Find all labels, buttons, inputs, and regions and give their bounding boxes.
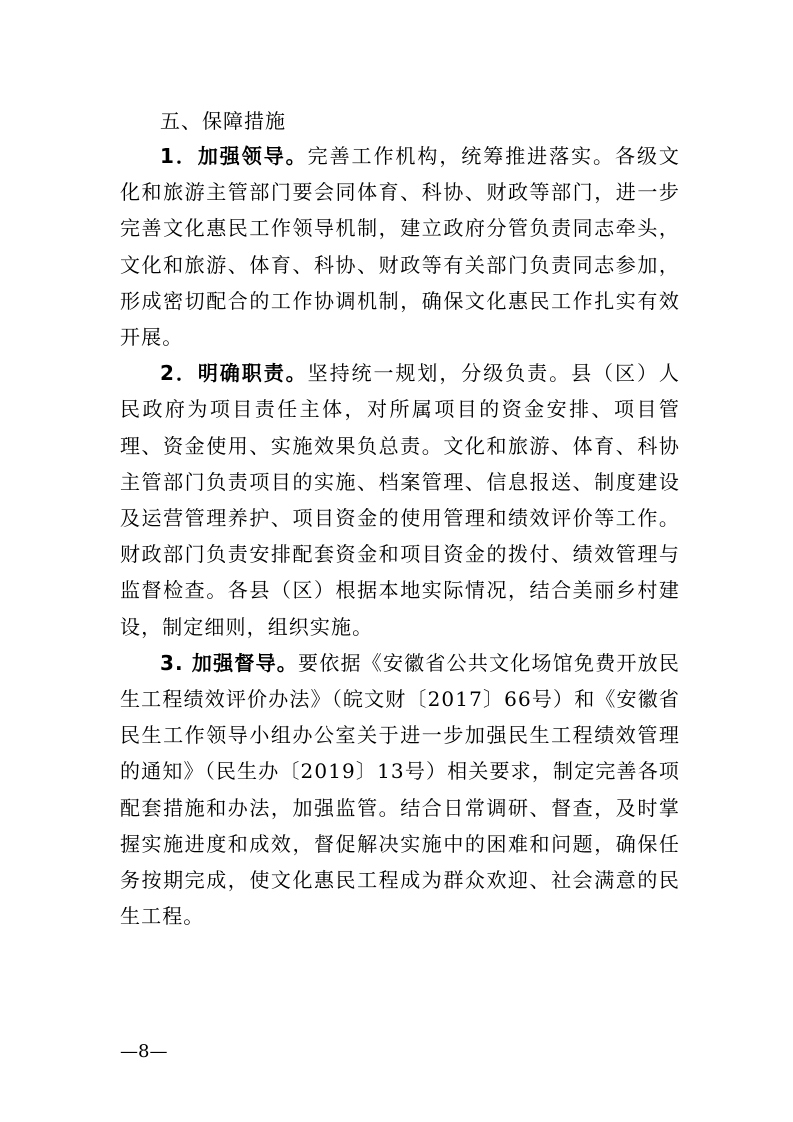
paragraph-number: 1． [160, 144, 198, 168]
paragraph-leadership [120, 138, 680, 355]
paragraph-lead: 明确职责。 [197, 361, 308, 386]
paragraph-number: 2． [160, 361, 198, 386]
document-body [120, 138, 680, 934]
page-number: —8— [120, 1041, 168, 1062]
paragraph-lead: 加强领导。 [197, 144, 308, 168]
paragraph-text: 完善工作机构，统筹推进落实。各级文化和旅游主管部门要会同体育、科协、财政等部门，进一步完善文化惠民工作领导机制，建立政府分管负责同志牵头，文化和旅游、体育、科协、财政等有关部门负责同志参加，形成密切配合的工作协调机制，确保文化惠民工作扎实有效开展。 [120, 144, 680, 350]
paragraph-lead: 加强督导。 [191, 650, 299, 675]
paragraph-number: 3. [160, 650, 192, 675]
paragraph-supervision [120, 645, 680, 935]
paragraph-text: 要依据《安徽省公共文化场馆免费开放民生工程绩效评价办法》（皖文财〔2017〕66号）和《安徽省民生工作领导小组办公室关于进一步加强民生工程绩效管理的通知》（民生办〔2019〕13号）相关要求，制定完善各项配套措施和办法，加强监管。结合日常调研、督查，及时掌握实施进度和成效，督促解决实施中的困难和问题，确保任务按期完成，使文化惠民工程成为群众欢迎、社会满意的民生工程。 [120, 650, 680, 929]
paragraph-text: 坚持统一规划，分级负责。县（区）人民政府为项目责任主体，对所属项目的资金安排、项目管理、资金使用、实施效果负总责。文化和旅游、体育、科协主管部门负责项目的实施、档案管理、信息报送、制度建设及运营管理养护、项目资金的使用管理和绩效评价等工作。财政部门负责安排配套资金和项目资金的拨付、绩效管理与监督检查。各县（区）根据本地实际情况，结合美丽乡村建设，制定细则，组织实施。 [120, 361, 680, 639]
paragraph-responsibilities [120, 355, 680, 645]
section-heading: 五、保障措施 [160, 109, 286, 133]
